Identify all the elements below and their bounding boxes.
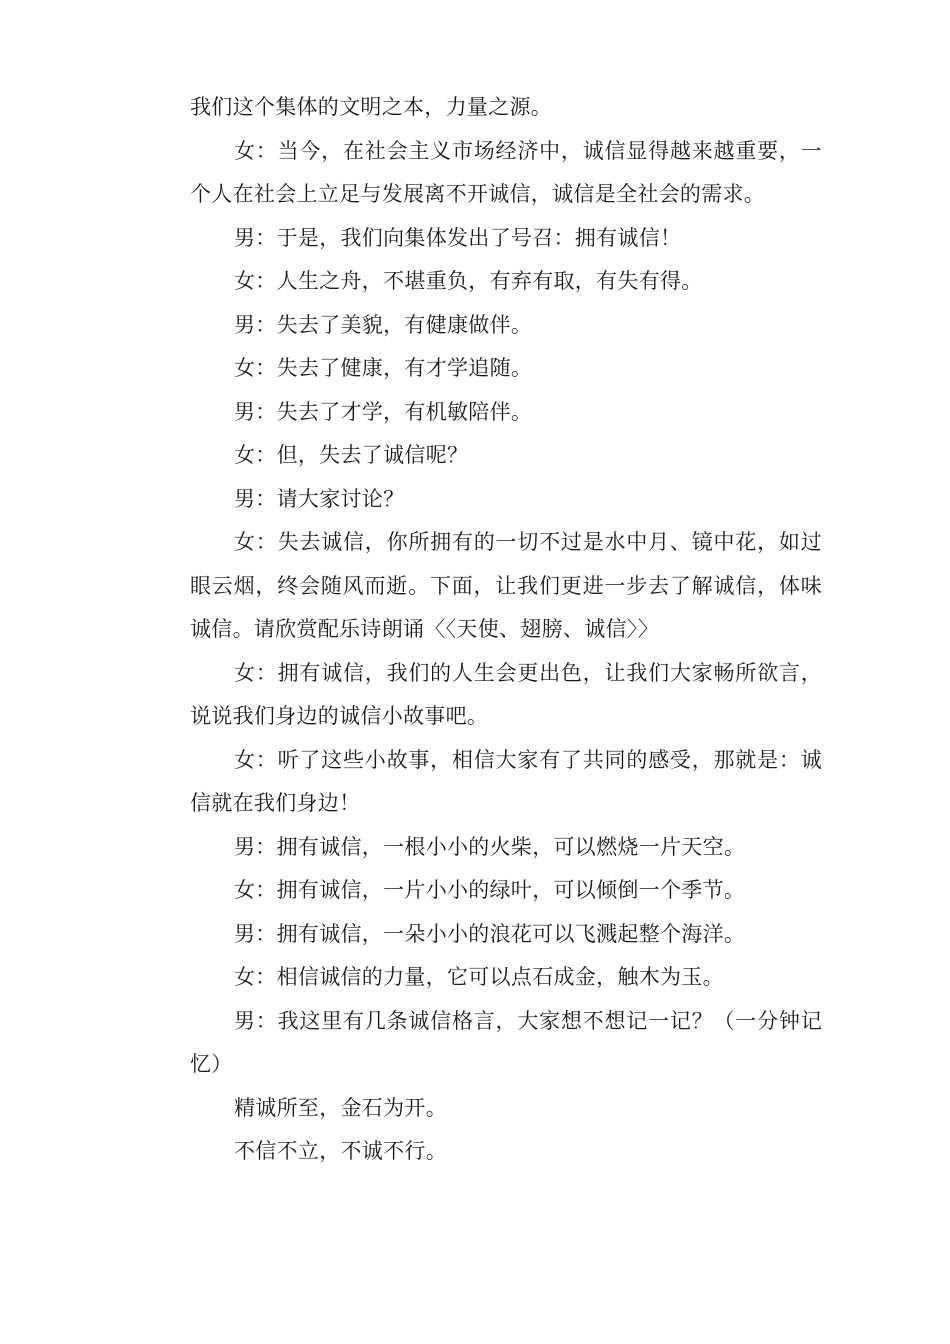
paragraph-16: 女：相信诚信的力量，它可以点石成金，触木为玉。 xyxy=(234,965,724,989)
paragraph-10: 女：失去诚信，你所拥有的一切不过是水中月、镜中花，如过眼云烟，终会随风而逝。下面，让我们更进一步去了解诚信，体味诚信。请欣赏配乐诗朗诵〈〈天使、翅膀、诚信〉〉 xyxy=(190,530,822,641)
paragraph-4: 女：人生之舟，不堪重负，有弃有取，有失有得。 xyxy=(234,269,703,293)
paragraph-18: 精诚所至，金石为开。 xyxy=(234,1095,447,1120)
paragraph-7: 男：失去了才学，有机敏陪伴。 xyxy=(234,399,533,424)
paragraph-1: 我们这个集体的文明之本，力量之源。 xyxy=(190,95,553,119)
paragraph-8: 女：但，失去了诚信呢？ xyxy=(234,443,469,467)
paragraph-14: 女：拥有诚信，一片小小的绿叶，可以倾倒一个季节。 xyxy=(234,878,746,902)
paragraph-11: 女：拥有诚信，我们的人生会更出色，让我们大家畅所欲言，说说我们身边的诚信小故事吧。 xyxy=(190,660,822,728)
paragraph-13: 男：拥有诚信，一根小小的火柴，可以燃烧一片天空。 xyxy=(234,834,746,859)
paragraph-19: 不信不立，不诚不行。 xyxy=(234,1139,447,1163)
paragraph-3: 男：于是，我们向集体发出了号召：拥有诚信！ xyxy=(234,225,682,250)
paragraph-15: 男：拥有诚信，一朵小小的浪花可以飞溅起整个海洋。 xyxy=(234,921,746,946)
paragraph-6: 女：失去了健康，有才学追随。 xyxy=(234,356,533,380)
document-body xyxy=(190,86,822,1174)
paragraph-12: 女：听了这些小故事，相信大家有了共同的感受，那就是：诚信就在我们身边！ xyxy=(190,747,822,815)
paragraph-9: 男：请大家讨论？ xyxy=(234,486,405,511)
paragraph-17: 男：我这里有几条诚信格言，大家想不想记一记？（一分钟记忆） xyxy=(190,1008,822,1076)
paragraph-5: 男：失去了美貌，有健康做伴。 xyxy=(234,312,533,337)
paragraph-2: 女：当今，在社会主义市场经济中，诚信显得越来越重要，一个人在社会上立足与发展离不开诚信，诚信是全社会的需求。 xyxy=(190,138,822,206)
